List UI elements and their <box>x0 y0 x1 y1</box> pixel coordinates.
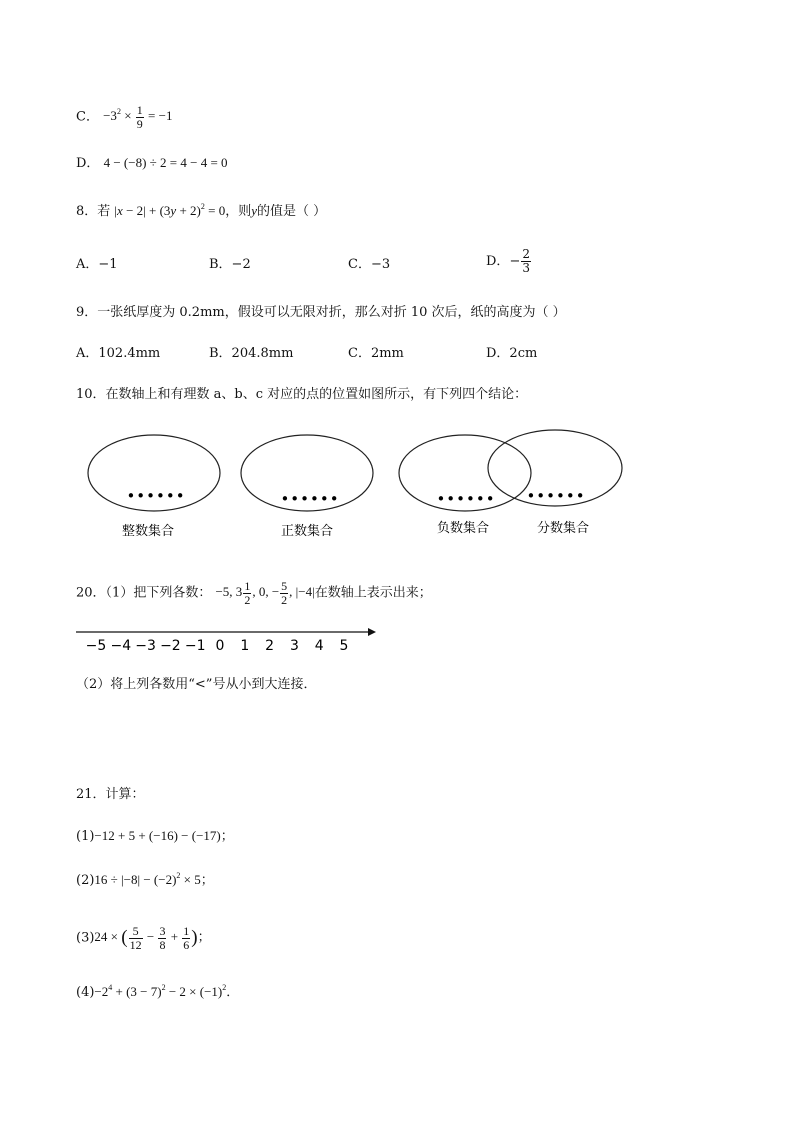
negative-set-label: 负数集合 <box>436 521 490 536</box>
question-20 <box>76 580 432 607</box>
number-line-tick-label: −4 <box>110 638 132 654</box>
q21-item-3-expr: 24 × ( $\frac{5}{12}$ − $\frac{3}{8}$ + $\frac{1}{6}$ )； <box>94 924 211 952</box>
q21-item-2-expr: $16 \div |-8| - (-2)^2 \times 5$； <box>94 871 214 887</box>
number-line-tick-label: −3 <box>135 638 156 654</box>
question-21-title: 21．计算： <box>76 787 145 802</box>
fraction-two-thirds <box>521 248 531 275</box>
number-line-tick-label: 5 <box>339 638 349 654</box>
question-8 <box>76 202 326 221</box>
option-d-expression: 4 − (−8) ÷ 2 = 4 − 4 = 0 <box>103 155 228 170</box>
number-line-tick-label: 1 <box>240 638 250 654</box>
q21-item-2-label: (2) <box>76 873 95 888</box>
option-d <box>76 154 228 173</box>
q8-option-b[interactable]: B．−2 <box>209 257 251 272</box>
q21-item-2 <box>76 871 214 890</box>
positive-set-label: 正数集合 <box>280 524 334 539</box>
q8-option-d-label: D． <box>486 254 510 269</box>
q21-item-3-label: (3) <box>76 930 95 946</box>
number-line-tick-label: 3 <box>289 638 299 654</box>
q21-item-4-label: (4) <box>76 985 95 1000</box>
number-line-tick-label: 0 <box>215 638 225 654</box>
fraction-five-halves: $\frac{5}{2}$ <box>281 579 288 607</box>
q8-var: y <box>251 203 258 218</box>
q21-item-1-label: (1) <box>76 829 95 844</box>
fraction-set-dots: •••••• <box>526 487 586 505</box>
q20-prefix: 20．（1）把下列各数： <box>76 585 212 601</box>
option-d-label: D． <box>76 156 100 171</box>
integer-set-dots: •••••• <box>126 487 186 505</box>
q21-item-1 <box>76 827 234 846</box>
fraction-one-ninth: $\frac{1}{9}$ <box>136 103 143 131</box>
q8-d-numerator: 2 <box>522 247 530 261</box>
q20-part-2: （2）将上列各数用“<”号从小到大连接． <box>76 677 317 692</box>
q21-item-3 <box>76 925 211 952</box>
q21-item-4-expr: $-2^4 + (3 - 7)^2 - 2 \times (-1)^2$． <box>94 983 240 999</box>
q8-option-a[interactable]: A．−1 <box>76 257 118 272</box>
number-line-tick-label: −5 <box>85 638 107 654</box>
number-line-tick-label: 2 <box>265 638 275 654</box>
positive-set-dots: •••••• <box>280 490 340 508</box>
q8-d-denominator: 3 <box>522 261 530 275</box>
q20-numbers: −5, 3 $\frac{1}{2}$ , 0, − $\frac{5}{2}$ , |−4| <box>215 579 315 607</box>
integer-set-label: 整数集合 <box>121 524 175 539</box>
q8-number: 8．若 <box>76 204 111 219</box>
fraction-set-label: 分数集合 <box>536 521 590 536</box>
number-line-tick-label: −1 <box>184 638 206 654</box>
question-9: 9．一张纸厚度为 0.2mm，假设可以无限对折，那么对折 10 次后，纸的高度为（ ） <box>76 305 566 320</box>
q9-option-a[interactable]: A．102.4mm <box>76 346 161 361</box>
option-c <box>76 104 172 131</box>
q21-item-4 <box>76 983 239 1002</box>
question-10: 10．在数轴上和有理数 a、b、c 对应的点的位置如图所示，有下列四个结论： <box>76 387 528 402</box>
q9-option-b[interactable]: B．204.8mm <box>209 346 294 361</box>
negative-set-dots: •••••• <box>436 490 496 508</box>
number-line-tick-label: −2 <box>160 638 181 654</box>
q9-option-d[interactable]: D．2cm <box>486 346 538 361</box>
number-line-arrow <box>368 628 376 636</box>
q8-option-c[interactable]: C．−3 <box>348 257 391 272</box>
q8-mid: ，则 <box>225 204 252 219</box>
number-line-tick-label: 4 <box>314 638 324 654</box>
q21-item-1-expr: −12 + 5 + (−16) − (−17)； <box>94 828 234 843</box>
q8-option-d[interactable] <box>486 248 532 275</box>
option-c-expression: $-3^2$ × $\frac{1}{9}$ = −1 <box>103 103 173 131</box>
number-line-ticks <box>86 638 349 654</box>
number-line <box>72 620 382 656</box>
q8-option-d-sign: − <box>509 254 521 269</box>
q20-suffix: 在数轴上表示出来； <box>314 585 432 601</box>
q8-tail: 的值是（ ） <box>257 204 327 219</box>
fraction-one-half: $\frac{1}{2}$ <box>244 579 251 607</box>
q8-equation: $|x - 2| + (3y + 2)^2 = 0$ <box>114 202 226 218</box>
number-sets-diagram <box>80 428 640 543</box>
option-c-label: C． <box>76 109 99 125</box>
q9-option-c[interactable]: C．2mm <box>348 346 404 361</box>
